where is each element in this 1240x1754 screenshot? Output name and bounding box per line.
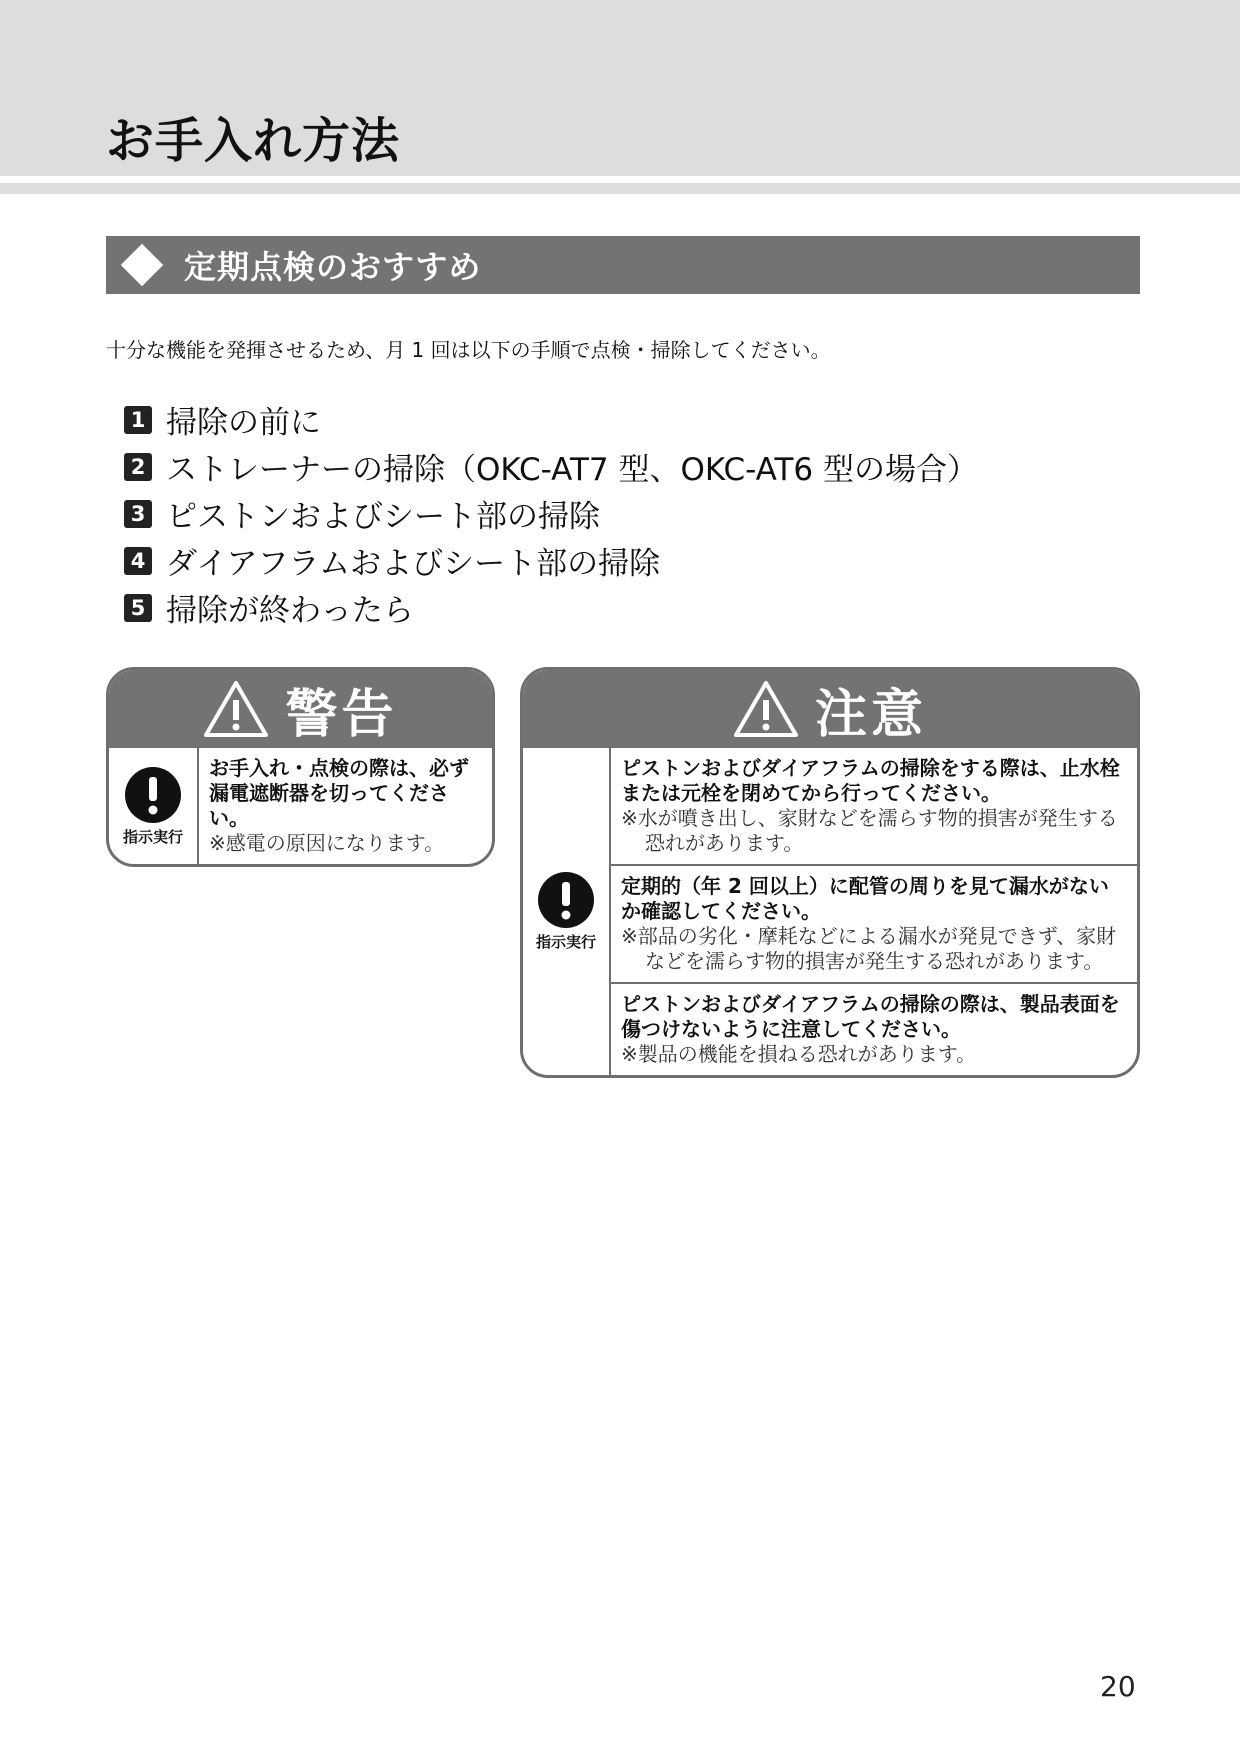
warning-triangle-icon <box>203 680 269 738</box>
warning-main-text: お手入れ・点検の際は、必ず漏電遮断器を切ってください。 <box>209 756 469 830</box>
step-label: ダイアフラムおよびシート部の掃除 <box>166 546 661 582</box>
step-item <box>124 443 978 490</box>
caution-box <box>520 667 1140 1078</box>
caution-item <box>611 748 1137 864</box>
step-number: 2 <box>124 453 152 481</box>
page-title: お手入れ方法 <box>106 113 401 169</box>
step-item <box>124 490 978 537</box>
caution-main-text: 定期的（年 2 回以上）に配管の周りを見て漏水がないか確認してください。 <box>621 874 1109 923</box>
step-item <box>124 537 978 584</box>
caution-main-text: ピストンおよびダイアフラムの掃除の際は、製品表面を傷つけないように注意してください。 <box>621 992 1120 1041</box>
section-header <box>106 236 1140 294</box>
caution-item <box>611 864 1137 982</box>
step-number: 5 <box>124 594 152 622</box>
caution-body <box>523 748 1137 1075</box>
step-number: 3 <box>124 500 152 528</box>
step-label: ストレーナーの掃除（OKC-AT7 型、OKC-AT6 型の場合） <box>166 452 978 488</box>
caution-header <box>523 670 1137 748</box>
diamond-icon <box>121 244 163 286</box>
step-list <box>124 396 978 631</box>
caution-note: ※水が噴き出し、家財などを濡らす物的損害が発生する恐れがあります。 <box>621 806 1118 855</box>
mandatory-action-icon <box>124 766 182 824</box>
step-number: 4 <box>124 547 152 575</box>
warning-icon-column <box>109 748 199 864</box>
step-label: 掃除が終わったら <box>166 593 414 629</box>
warning-body <box>109 748 492 864</box>
caution-note: ※部品の劣化・摩耗などによる漏水が発見できず、家財などを濡らす物的損害が発生する恐れがあります。 <box>621 924 1117 973</box>
warning-item <box>199 748 492 864</box>
instruction-label: 指示実行 <box>535 933 596 951</box>
intro-text: 十分な機能を発揮させるため、月 1 回は以下の手順で点検・掃除してください。 <box>106 338 831 362</box>
step-label: ピストンおよびシート部の掃除 <box>166 499 600 535</box>
header-stripe <box>0 183 1240 194</box>
section-title: 定期点検のおすすめ <box>184 248 482 286</box>
warning-box <box>106 667 495 867</box>
instruction-label: 指示実行 <box>122 827 183 846</box>
caution-rows <box>611 748 1137 1075</box>
warning-triangle-icon <box>733 680 799 738</box>
caution-main-text: ピストンおよびダイアフラムの掃除をする際は、止水栓または元栓を閉めてから行ってください。 <box>621 756 1120 805</box>
mandatory-action-icon <box>537 871 595 929</box>
warning-header <box>109 670 492 748</box>
caution-note: ※製品の機能を損ねる恐れがあります。 <box>621 1042 977 1066</box>
caution-item <box>611 982 1137 1075</box>
step-item <box>124 396 978 443</box>
warning-note: ※感電の原因になります。 <box>209 831 445 855</box>
caution-icon-column <box>523 748 611 1075</box>
step-label: 掃除の前に <box>166 405 321 441</box>
step-item <box>124 584 978 631</box>
caution-title: 注意 <box>814 684 927 745</box>
warning-title: 警告 <box>285 684 398 745</box>
warning-rows <box>199 748 492 864</box>
page-number: 20 <box>1100 1670 1136 1703</box>
step-number: 1 <box>124 406 152 434</box>
